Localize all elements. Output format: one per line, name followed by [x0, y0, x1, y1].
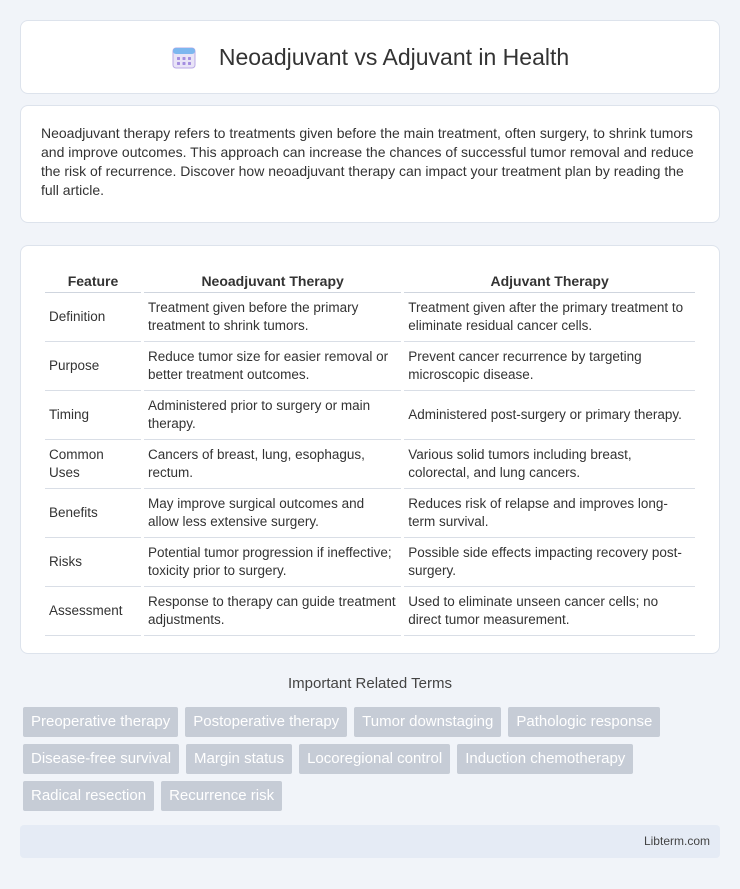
- table-row: [45, 293, 695, 342]
- related-term-tag[interactable]: Induction chemotherapy: [457, 744, 633, 774]
- table-row: [45, 489, 695, 538]
- adjuvant-cell: Administered post-surgery or primary therapy.: [404, 391, 695, 440]
- related-terms-title: Important Related Terms: [288, 675, 452, 692]
- adjuvant-cell: Reduces risk of relapse and improves long-term survival.: [404, 489, 695, 538]
- adjuvant-cell: Prevent cancer recurrence by targeting microscopic disease.: [404, 342, 695, 391]
- adjuvant-cell: Various solid tumors including breast, colorectal, and lung cancers.: [404, 440, 695, 489]
- neoadjuvant-cell: Response to therapy can guide treatment adjustments.: [144, 587, 401, 636]
- neoadjuvant-cell: Reduce tumor size for easier removal or better treatment outcomes.: [144, 342, 401, 391]
- feature-cell: Assessment: [45, 587, 141, 636]
- column-header: Feature: [45, 264, 141, 293]
- neoadjuvant-cell: Cancers of breast, lung, esophagus, rectum.: [144, 440, 401, 489]
- feature-cell: Definition: [45, 293, 141, 342]
- column-header: Adjuvant Therapy: [404, 264, 695, 293]
- table-header-row: [45, 264, 695, 293]
- page-title: Neoadjuvant vs Adjuvant in Health: [218, 43, 570, 70]
- comparison-table: [42, 264, 698, 636]
- comparison-card: [20, 245, 720, 654]
- feature-cell: Timing: [45, 391, 141, 440]
- related-terms-list: [23, 707, 723, 811]
- table-row: [45, 391, 695, 440]
- related-term-tag[interactable]: Preoperative therapy: [23, 707, 178, 737]
- adjuvant-cell: Treatment given after the primary treatment to eliminate residual cancer cells.: [404, 293, 695, 342]
- related-term-tag[interactable]: Tumor downstaging: [354, 707, 501, 737]
- column-header: Neoadjuvant Therapy: [144, 264, 401, 293]
- table-row: [45, 440, 695, 489]
- header-card: [20, 20, 720, 94]
- adjuvant-cell: Possible side effects impacting recovery post-surgery.: [404, 538, 695, 587]
- related-term-tag[interactable]: Radical resection: [23, 781, 154, 811]
- related-term-tag[interactable]: Pathologic response: [508, 707, 660, 737]
- neoadjuvant-cell: Potential tumor progression if ineffective; toxicity prior to surgery.: [144, 538, 401, 587]
- neoadjuvant-cell: Treatment given before the primary treatment to shrink tumors.: [144, 293, 401, 342]
- adjuvant-cell: Used to eliminate unseen cancer cells; no direct tumor measurement.: [404, 587, 695, 636]
- feature-cell: Purpose: [45, 342, 141, 391]
- feature-cell: Risks: [45, 538, 141, 587]
- related-term-tag[interactable]: Recurrence risk: [161, 781, 282, 811]
- related-term-tag[interactable]: Disease-free survival: [23, 744, 179, 774]
- footer: [20, 825, 720, 858]
- intro-text: Neoadjuvant therapy refers to treatments given before the main treatment, often surgery, to shrink tumors and improve outcomes. This approach can increase the chances of successful tumor removal and reduce the risk of recurrence. Discover how neoadjuvant therapy can impact your treatment plan by reading the full article.: [41, 125, 694, 198]
- calendar-icon: [171, 44, 197, 70]
- feature-cell: Benefits: [45, 489, 141, 538]
- footer-link[interactable]: Libterm.com: [643, 834, 710, 848]
- neoadjuvant-cell: Administered prior to surgery or main therapy.: [144, 391, 401, 440]
- related-term-tag[interactable]: Postoperative therapy: [185, 707, 347, 737]
- table-row: [45, 342, 695, 391]
- feature-cell: Common Uses: [45, 440, 141, 489]
- intro-card: [20, 105, 720, 223]
- related-term-tag[interactable]: Margin status: [186, 744, 292, 774]
- related-term-tag[interactable]: Locoregional control: [299, 744, 450, 774]
- table-row: [45, 538, 695, 587]
- neoadjuvant-cell: May improve surgical outcomes and allow less extensive surgery.: [144, 489, 401, 538]
- table-row: [45, 587, 695, 636]
